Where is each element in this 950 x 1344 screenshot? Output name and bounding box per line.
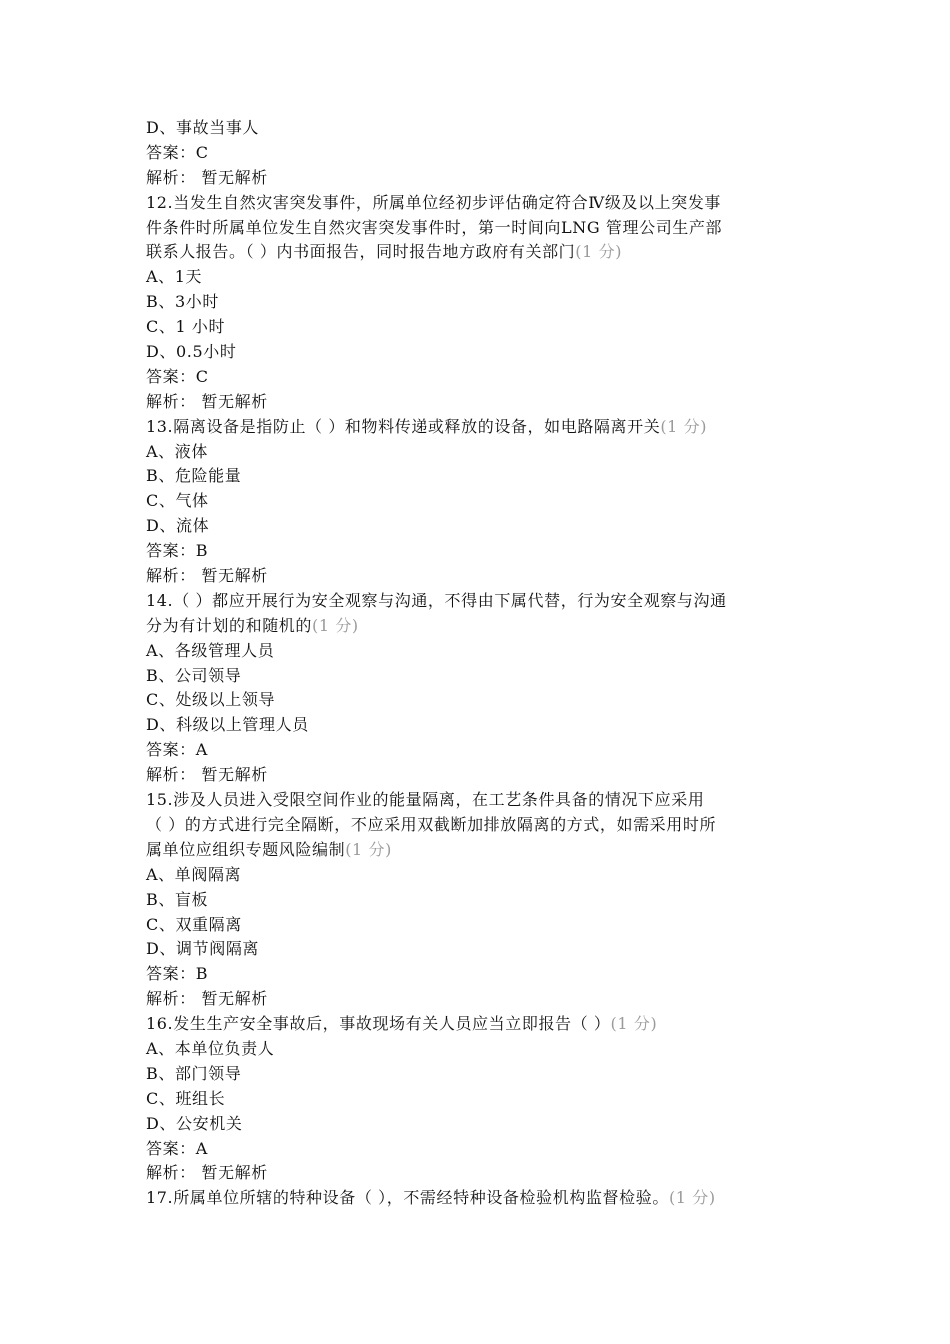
line-text: 解析： 暂无解析: [146, 391, 268, 411]
line-text: 答案：A: [146, 1138, 208, 1158]
line-text: C、班组长: [146, 1088, 226, 1108]
line-text: D、事故当事人: [146, 118, 260, 137]
text-line: [146, 1037, 816, 1062]
score-label: (1 分): [345, 839, 392, 859]
line-text: 解析： 暂无解析: [146, 167, 268, 187]
text-line: [146, 1112, 816, 1137]
line-text: B、部门领导: [146, 1063, 242, 1083]
text-line: [146, 191, 816, 216]
text-line: [146, 813, 816, 838]
line-text: 16.发生生产安全事故后，事故现场有关人员应当立即报告（ ）: [146, 1014, 611, 1034]
line-text: D、流体: [146, 516, 210, 536]
text-line: [146, 489, 816, 514]
text-line: [146, 141, 816, 166]
line-text: 12.当发生自然灾害突发事件，所属单位经初步评估确定符合Ⅳ级及以上突发事: [146, 192, 722, 212]
text-line: [146, 937, 816, 962]
line-text: C、1 小时: [146, 317, 226, 337]
line-text: D、调节阀隔离: [146, 939, 260, 959]
line-text: D、0.5小时: [146, 342, 237, 362]
text-line: [146, 863, 816, 888]
text-line: [146, 390, 816, 415]
text-line: [146, 415, 816, 440]
text-line: [146, 589, 816, 614]
text-line: [146, 664, 816, 689]
text-line: [146, 1137, 816, 1162]
line-text: A、各级管理人员: [146, 640, 275, 660]
line-text: 13.隔离设备是指防止（ ）和物料传递或释放的设备，如电路隔离开关: [146, 416, 661, 436]
line-text: 15.涉及人员进入受限空间作业的能量隔离，在工艺条件具备的情况下应采用: [146, 790, 705, 810]
text-line: [146, 962, 816, 987]
line-text: A、液体: [146, 441, 208, 461]
text-line: [146, 166, 816, 191]
line-text: B、盲板: [146, 889, 209, 909]
line-text: 答案：C: [146, 142, 209, 162]
score-label: (1 分): [660, 416, 708, 436]
line-text: 14.（ ）都应开展行为安全观察与沟通，不得由下属代替，行为安全观察与沟通: [146, 590, 727, 610]
line-text: 解析： 暂无解析: [146, 765, 268, 785]
line-text: C、处级以上领导: [146, 690, 276, 710]
line-text: B、危险能量: [146, 466, 242, 486]
score-label: (1 分): [668, 1188, 716, 1208]
line-text: 属单位应组织专题风险编制: [146, 839, 346, 859]
line-text: 17.所属单位所辖的特种设备（ ），不需经特种设备检验机构监督检验。: [146, 1188, 669, 1208]
text-line: [146, 1186, 816, 1211]
line-text: A、1天: [146, 267, 203, 287]
line-text: 分为有计划的和随机的: [146, 615, 313, 635]
line-text: 件条件时所属单位发生自然灾害突发事件时，第一时间向LNG 管理公司生产部: [146, 217, 723, 237]
score-label: (1 分): [610, 1014, 658, 1034]
text-line: [146, 464, 816, 489]
text-line: [146, 1087, 816, 1112]
text-line: [146, 987, 816, 1012]
text-line: [146, 888, 816, 913]
document-body: [146, 116, 816, 1211]
score-label: (1 分): [575, 242, 623, 262]
text-line: [146, 290, 816, 315]
line-text: D、公安机关: [146, 1113, 243, 1133]
score-label: (1 分): [312, 615, 359, 635]
line-text: 答案：B: [146, 964, 209, 984]
text-line: [146, 1161, 816, 1186]
line-text: 答案：B: [146, 541, 209, 561]
line-text: D、科级以上管理人员: [146, 715, 309, 735]
line-text: B、公司领导: [146, 665, 242, 685]
text-line: [146, 913, 816, 938]
text-line: [146, 265, 816, 290]
line-text: 解析： 暂无解析: [146, 1163, 268, 1183]
text-line: [146, 514, 816, 539]
text-line: [146, 539, 816, 564]
line-text: A、单阀隔离: [146, 864, 242, 884]
text-line: [146, 614, 816, 639]
line-text: 解析： 暂无解析: [146, 566, 268, 586]
text-line: [146, 365, 816, 390]
text-line: [146, 240, 816, 265]
text-line: [146, 1012, 816, 1037]
line-text: 答案：A: [146, 740, 208, 760]
line-text: （ ）的方式进行完全隔断，不应采用双截断加排放隔离的方式，如需采用时所: [146, 814, 717, 834]
line-text: C、气体: [146, 491, 209, 511]
line-text: 解析： 暂无解析: [146, 989, 268, 1009]
text-line: [146, 763, 816, 788]
text-line: [146, 340, 816, 365]
text-line: [146, 788, 816, 813]
text-line: [146, 440, 816, 465]
text-line: [146, 688, 816, 713]
text-line: [146, 713, 816, 738]
text-line: [146, 564, 816, 589]
text-line: [146, 838, 816, 863]
line-text: A、本单位负责人: [146, 1038, 275, 1058]
line-text: B、3小时: [146, 292, 219, 312]
text-line: [146, 738, 816, 763]
line-text: 联系人报告。（ ）内书面报告，同时报告地方政府有关部门: [146, 242, 576, 262]
text-line: [146, 216, 816, 241]
text-line: [146, 1062, 816, 1087]
text-line: [146, 315, 816, 340]
text-line: [146, 116, 816, 141]
text-line: [146, 639, 816, 664]
line-text: 答案：C: [146, 366, 209, 386]
line-text: C、双重隔离: [146, 914, 242, 934]
